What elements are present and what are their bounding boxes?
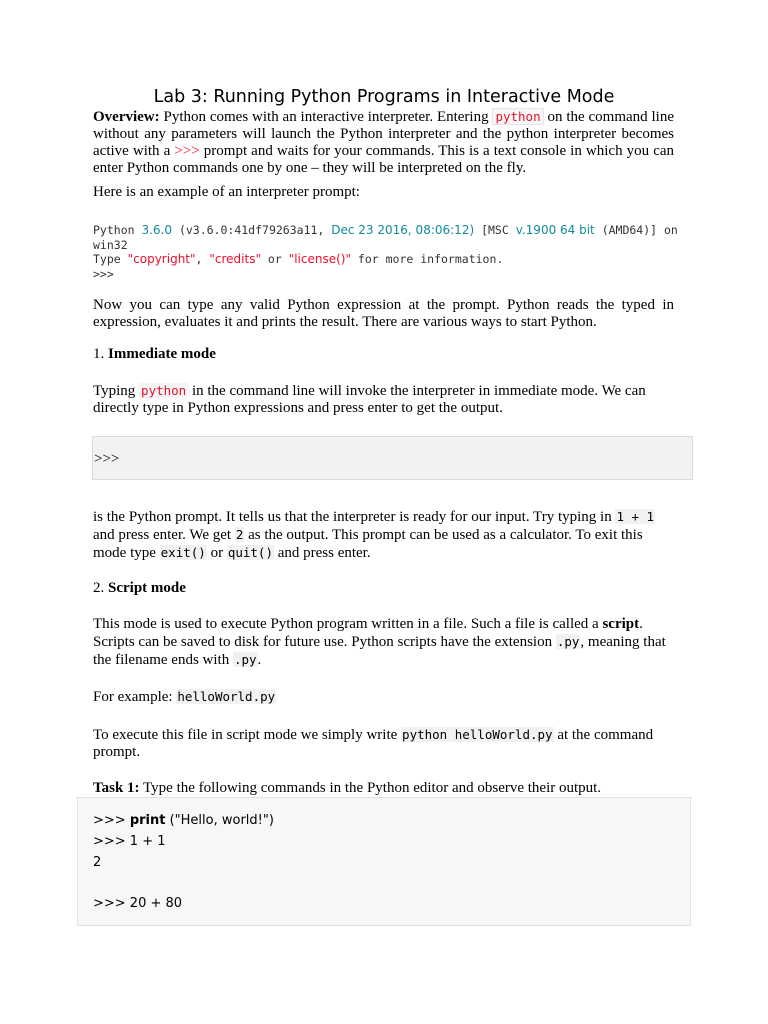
msc-version: v.1900 64 bit [515,223,595,237]
prompt-paragraph [93,508,674,562]
section-title: Script mode [108,580,186,596]
typing-paragraph [93,382,674,417]
example-intro: Here is an example of an interpreter prompt: [93,184,360,200]
inline-code: quit() [227,545,273,560]
execute-paragraph [93,726,674,761]
copyright-string: "copyright" [127,252,196,266]
section-heading-script [93,580,674,597]
python-command-code: python [141,383,187,398]
version-number: 3.6.0 [141,223,173,237]
text: or [261,252,289,266]
inline-code: exit() [160,545,206,560]
text: For example: [93,689,177,705]
text: in the command line will invoke the interpreter in immediate mode. We can directly type in Python expressions and press enter to get the output. [93,383,646,416]
code-line: >>> 20 + 80 [93,896,183,911]
text: Python comes with an interactive interpreter. Entering [159,109,493,125]
prompt-code-box [92,436,693,480]
overview-paragraph [93,108,674,177]
text: (v3.6.0:41df79263a11, [172,223,332,237]
text: for more information. [351,252,504,266]
text: . [257,652,262,668]
print-keyword: print [129,813,166,828]
page-title: Lab 3: Running Python Programs in Interactive Mode [153,87,615,107]
section-heading-immediate [93,346,674,363]
section-title: Immediate mode [108,346,216,362]
now-paragraph: Now you can type any valid Python expression at the prompt. Python reads the typed in expression, evaluates it and prints the result. There are various ways to start Python. [93,297,674,330]
task-text: Type the following commands in the Python editor and observe their output. [139,780,602,796]
inline-code: .py [556,634,580,649]
code-line: >>> 1 + 1 [93,834,166,849]
text: and press enter. [273,545,371,561]
text: (AMD64)] on [594,223,678,237]
interpreter-example-block [93,223,678,281]
text: on the command line without any parameters will launch the Python interpreter and the python interpreter becomes active with a [93,109,674,159]
task1-heading [93,780,674,797]
inline-code: 1 + 1 [616,509,655,524]
text: prompt and waits for your commands. This is a text console in which you can enter Python commands one by one – they will be interpreted on the fly. [93,143,675,176]
inline-code: .py [233,652,257,667]
python-command-code: python [492,108,543,125]
inline-code: python helloWorld.py [402,727,553,742]
task-label: Task 1: [93,780,140,796]
prompt-symbol: >>> [174,143,200,159]
platform-line: win32 [93,237,128,252]
text: Typing [93,383,140,399]
text: . Scripts can be saved to disk for future use. Python scripts have the extension [93,616,643,650]
text: To execute this file in script mode we simply write [93,727,402,743]
text: and press enter. We get [93,527,235,543]
section-number: 1. [93,346,108,362]
prompt-line: >>> [93,266,114,281]
script-paragraph [93,616,674,669]
inline-code: helloWorld.py [177,689,276,704]
text: ("Hello, world!") [165,813,274,828]
text: , [195,252,210,266]
example-paragraph [93,688,674,706]
code-line: 2 [93,855,102,870]
text: , meaning that the filename ends with [93,634,666,668]
text: as the output. This prompt can be used as a calculator. To exit this mode type [93,527,643,561]
license-string: "license()" [288,252,351,266]
text: or [206,545,227,561]
task-code-box [77,797,691,926]
inline-code: 2 [235,527,244,542]
prompt-symbol: >>> [94,451,120,467]
script-term: script [602,616,640,632]
text: at the command prompt. [93,727,654,760]
build-date: Dec 23 2016, 08:06:12) [331,223,475,237]
section-number: 2. [93,580,108,596]
code-line [93,813,274,828]
text: [MSC [474,223,516,237]
text: Type [93,252,128,266]
credits-string: "credits" [209,252,261,266]
overview-label: Overview: [93,109,160,125]
text: is the Python prompt. It tells us that the interpreter is ready for our input. Try typing in [93,509,616,525]
text: >>> [93,813,130,828]
text: Python [93,223,142,237]
text: This mode is used to execute Python program written in a file. Such a file is called a [93,616,603,632]
